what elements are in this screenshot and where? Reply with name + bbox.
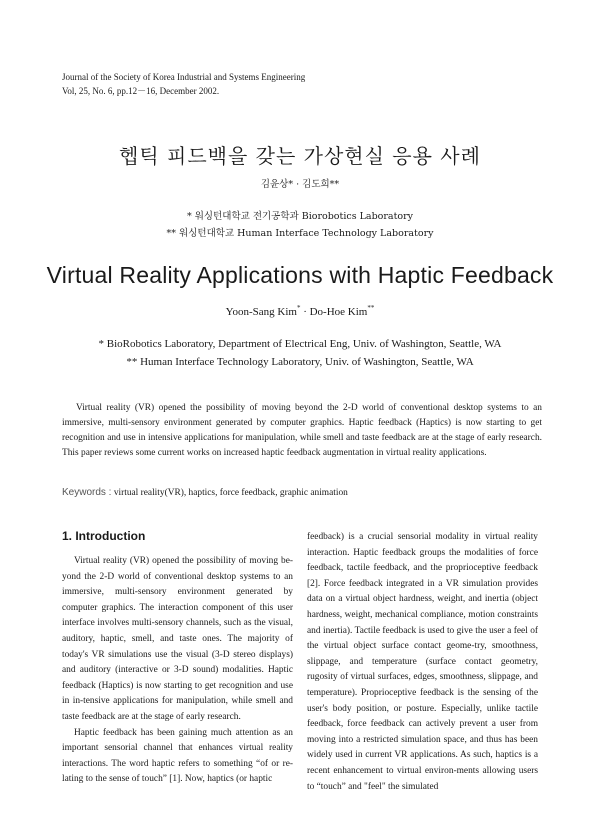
journal-name: Journal of the Society of Korea Industrial and Systems Engineering xyxy=(62,72,306,82)
korean-affiliation-1: * 워싱턴대학교 전기공학과 Biorobotics Laboratory xyxy=(186,211,414,222)
left-column xyxy=(62,528,293,788)
english-affiliation-2: ** Human Interface Technology Laboratory, Univ. of Washington, Seattle, WA xyxy=(126,356,474,368)
author-1: Yoon-Sang Kim xyxy=(225,306,297,318)
keywords-text: virtual reality(VR), haptics, force feedback, graphic animation xyxy=(111,488,348,498)
paragraph: Haptic feedback has been gaining much attention as an important sensorial channel that enhances virtual reality interactions. The word haptic refers to something “of or re-lating to the sense of touch” [1]. Now, haptics (or haptic xyxy=(62,727,293,785)
author-2-mark: ** xyxy=(367,304,375,312)
author-2: Do-Hoe Kim xyxy=(309,306,368,318)
english-authors xyxy=(0,306,600,318)
author-1-mark: * xyxy=(296,304,301,312)
journal-header xyxy=(62,70,305,98)
abstract: Virtual reality (VR) opened the possibility of moving beyond the 2-D world of conventional desktop systems to an immersive, multi-sensory environment generated by computer graphics. Haptic feedback (Haptics) is now starting to get recognition and use in intensive applications for manipulation, while smell and taste feedback are at the stage of early research. This paper reviews some current works on increased haptic feedback augmentation in virtual reality applications. xyxy=(62,403,542,458)
korean-title: 헵틱 피드백을 갖는 가상현실 응용 사례 xyxy=(119,144,481,168)
author-separator: · xyxy=(300,306,310,318)
keywords xyxy=(62,487,348,498)
english-affiliation-1: * BioRobotics Laboratory, Department of Electrical Eng, Univ. of Washington, Seattle, WA xyxy=(98,338,502,350)
section-heading: 1. Introduction xyxy=(62,529,146,543)
paragraph: Virtual reality (VR) opened the possibility of moving be-yond the 2-D world of conventional desktop systems to an immersive, multi-sensory environment generated by computer graphics. The interaction component of this user interface involves multi-sensory channels, such as the visual, auditory, haptic, smell, and taste ones. The majority of today's VR simulations use the visual (3-D stereo displays) and auditory (interactive or 3-D sound) modalities. Haptic feedback (Haptics) is now starting to get recognition and use in in-tensive applications for manipulation, while smell and taste feedback are at the stage of early research. xyxy=(62,556,293,722)
korean-affiliation-2: ** 워싱턴대학교 Human Interface Technology Laboratory xyxy=(166,228,434,239)
korean-authors: 김윤상* · 김도희** xyxy=(260,179,340,190)
paragraph-continued: feedback) is a crucial sensorial modality in virtual reality interaction. Haptic feedback groups the modalities of force feedback, tactile feedback, and the proprioceptive feedback [2]. Force feedback integrated in a VR simulation provides data on a virtual object hardness, weight, and inertia (object hardness, weight, mechanical compliance, motion constraints and inertia). Tactile feedback is used to give the user a feel of the virtual object surface contact geome-try, smoothness, slippage, and temperature (surface contact geometry, rugosity of virtual surfaces, edges, smoothness, slippage, and temperature). Proprioceptive feedback is the sensing of the user's body position, or posture. Especially, unlike tactile feedback, force feedback can actively prevent a user from moving into a restricted simulation space, and thus has been widely used in current VR applications. As such, haptics is a recent enhancement to virtual environ-ments allowing users to “touch” and "feel" the simulated xyxy=(307,532,538,792)
right-column xyxy=(307,530,538,795)
keywords-label: Keywords : xyxy=(62,487,112,498)
english-title: Virtual Reality Applications with Haptic Feedback xyxy=(46,262,554,288)
journal-issue: Vol, 25, No. 6, pp.12－16, December 2002. xyxy=(62,86,220,96)
